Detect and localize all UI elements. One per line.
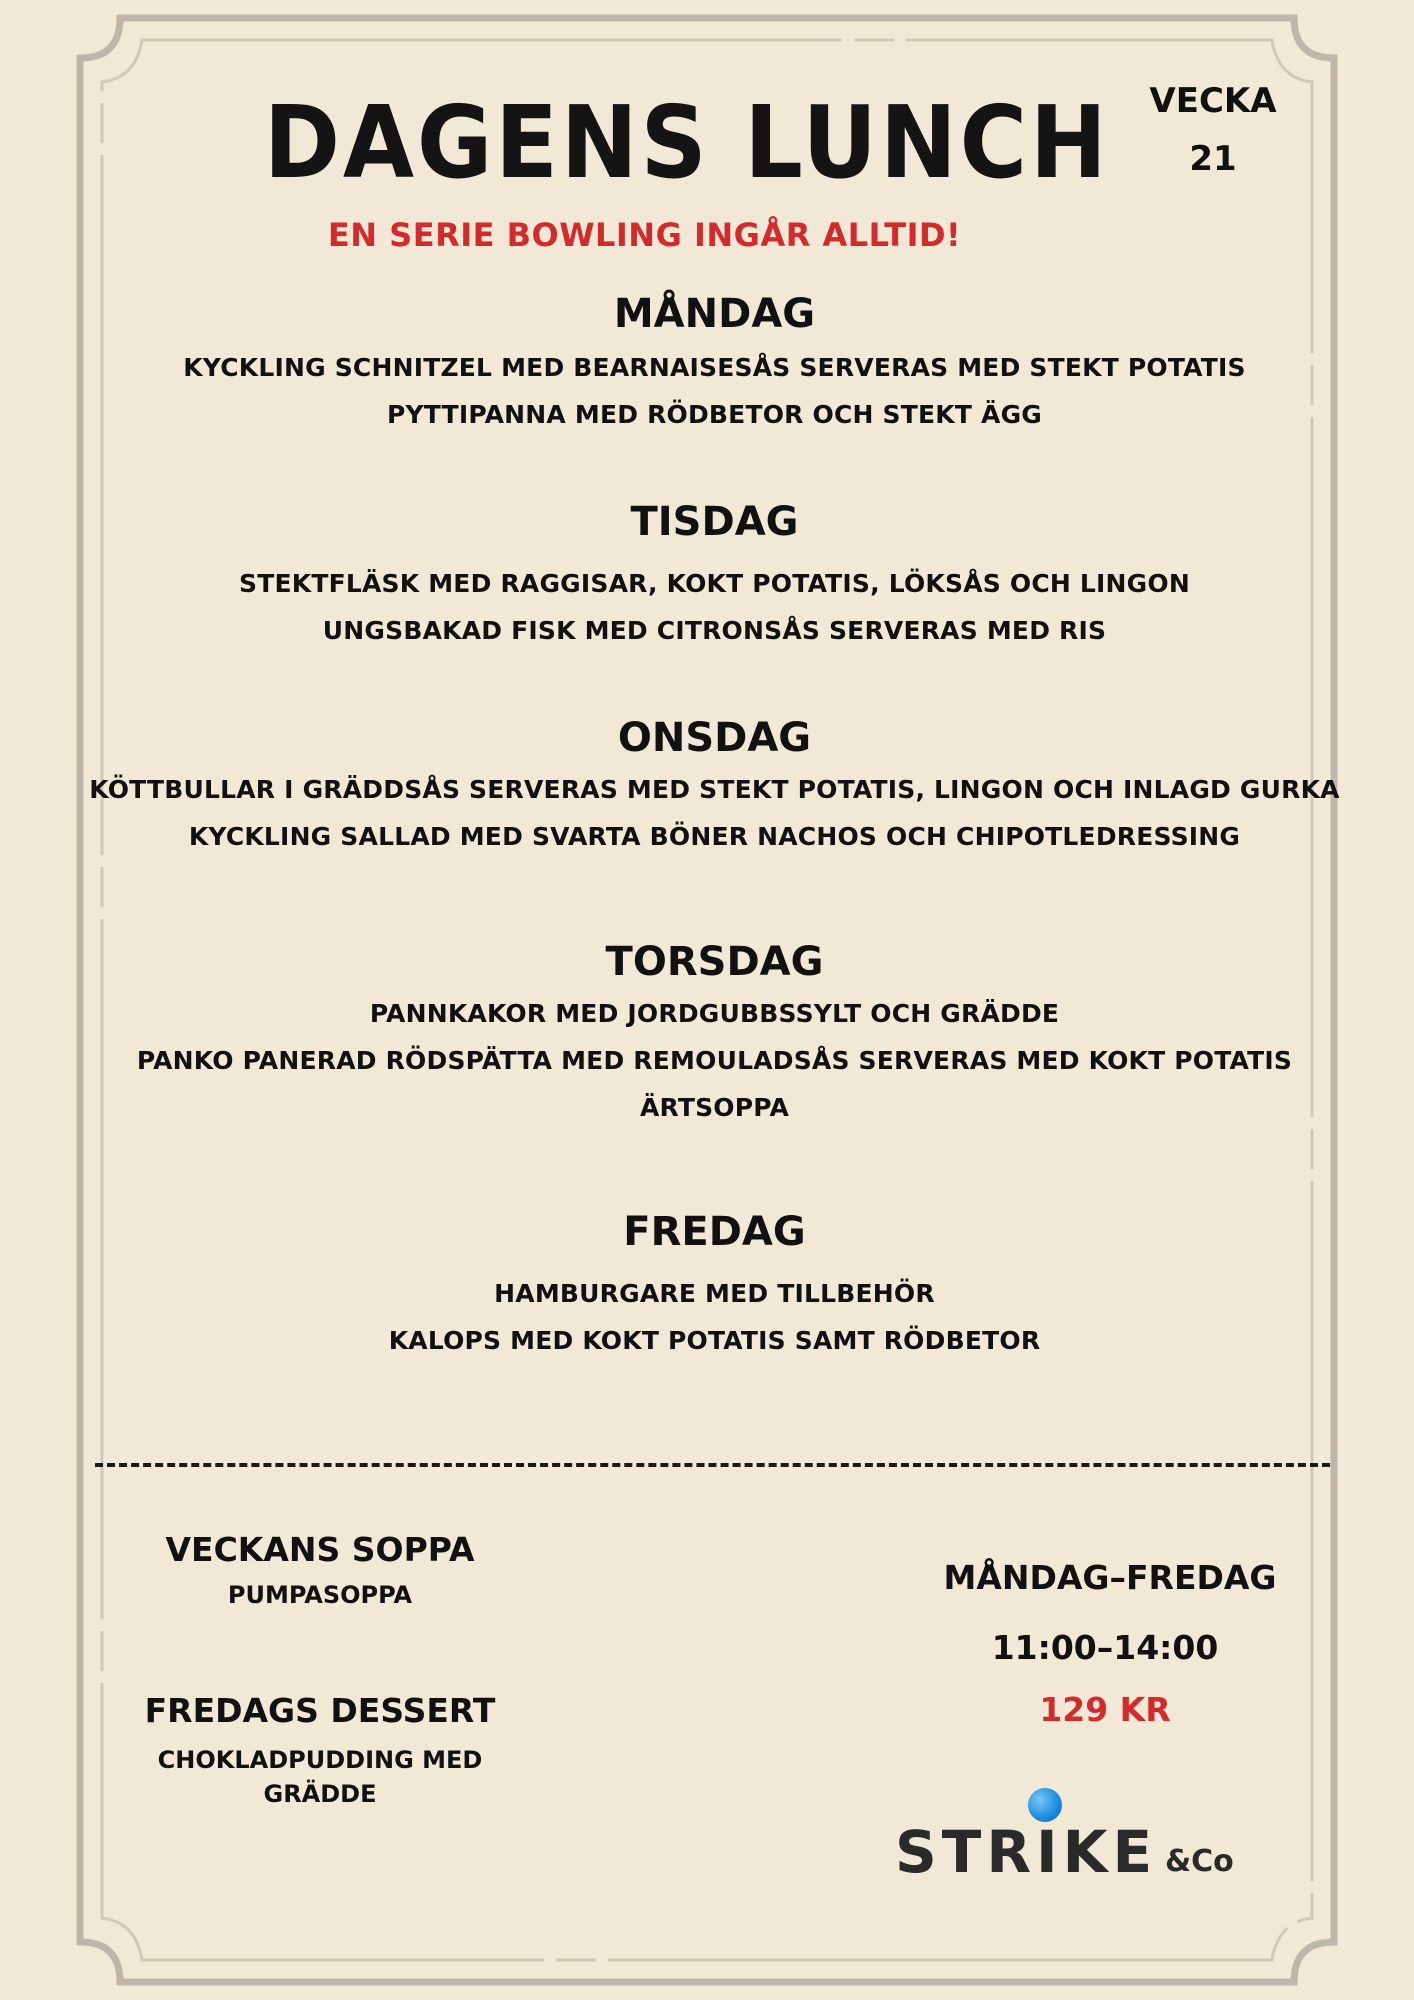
week-badge [1148,72,1278,188]
dish: PANNKAKOR MED JORDGUBBSSYLT OCH GRÄDDE [369,999,1060,1028]
dessert-heading: FREDAGS DESSERT [144,1691,496,1730]
dessert-item: CHOKLADPUDDING MED GRÄDDE [157,1746,483,1808]
dish: PYTTIPANNA MED RÖDBETOR OCH STEKT ÄGG [386,400,1043,429]
page-title: DAGENS LUNCH [264,84,1110,201]
price: 129 KR [1039,1690,1171,1729]
day-name: ONSDAG [617,715,812,761]
day-thursday [0,938,1414,1131]
logo-text: STRIKE [895,1818,1158,1886]
dish: STEKTFLÄSK MED RAGGISAR, KOKT POTATIS, LÖKSÅS OCH LINGON [239,569,1190,598]
bowling-ball-icon [1028,1788,1062,1822]
dish: HAMBURGARE MED TILLBEHÖR [494,1279,935,1308]
dish: KYCKLING SCHNITZEL MED BEARNAISESÅS SERVERAS MED STEKT POTATIS [183,353,1246,382]
serving-info [900,1558,1320,1730]
day-monday [0,290,1414,438]
dish: KYCKLING SALLAD MED SVARTA BÖNER NACHOS OCH CHIPOTLEDRESSING [188,822,1241,851]
dish: ÄRTSOPPA [639,1093,790,1122]
dashed-divider [95,1463,1330,1467]
day-wednesday [0,714,1414,860]
soup-item: PUMPASOPPA [227,1581,413,1609]
dish: UNGSBAKAD FISK MED CITRONSÅS SERVERAS MED RIS [322,616,1107,645]
week-label: VECKA [1149,81,1277,121]
serving-days: MÅNDAG–FREDAG [943,1558,1277,1597]
week-number: 21 [1189,139,1237,179]
dish: KÖTTBULLAR I GRÄDDSÅS SERVERAS MED STEKT POTATIS, LINGON OCH INLAGD GURKA [89,775,1340,804]
day-name: MÅNDAG [613,291,816,337]
day-name: FREDAG [623,1209,806,1255]
serving-hours: 11:00–14:00 [991,1628,1219,1667]
logo-suffix: &Co [1165,1844,1234,1879]
friday-dessert [100,1691,540,1811]
day-friday [0,1208,1414,1364]
soup-heading: VECKANS SOPPA [165,1530,475,1569]
subtitle: EN SERIE BOWLING INGÅR ALLTID! [327,216,962,254]
soup-of-the-week [120,1530,520,1612]
strike-logo [895,1788,1255,1888]
day-tuesday [0,498,1414,654]
day-name: TORSDAG [605,939,824,985]
dish: PANKO PANERAD RÖDSPÄTTA MED REMOULADSÅS SERVERAS MED KOKT POTATIS [136,1046,1293,1075]
dish: KALOPS MED KOKT POTATIS SAMT RÖDBETOR [388,1326,1041,1355]
day-name: TISDAG [630,499,799,545]
